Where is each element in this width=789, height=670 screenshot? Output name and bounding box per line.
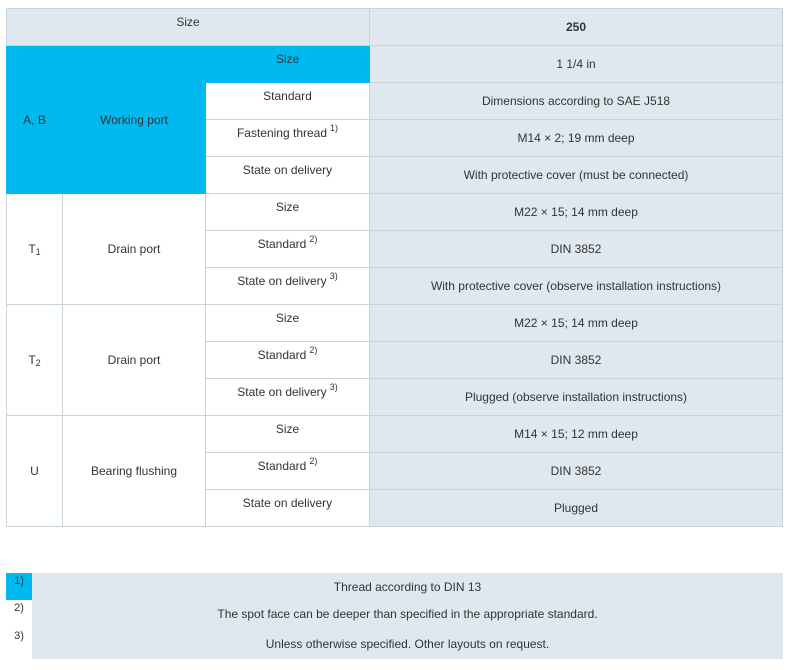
row-label-text: Standard — [257, 348, 307, 362]
row-value: DIN 3852 — [370, 342, 783, 379]
row-label: Size — [206, 46, 370, 83]
row-value: M22 × 15; 14 mm deep — [370, 194, 783, 231]
row-value: Plugged (observe installation instructions) — [370, 379, 783, 416]
port-name-ab: Working port — [63, 46, 206, 194]
port-code-u: U — [6, 416, 63, 527]
row-value: With protective cover (must be connected) — [370, 157, 783, 194]
footnote-text: The spot face can be deeper than specified in the appropriate standard. — [32, 600, 783, 628]
row-value: 1 1/4 in — [370, 46, 783, 83]
row-value: With protective cover (observe installation instructions) — [370, 268, 783, 305]
row-label-with-note — [206, 342, 370, 379]
footnote-ref: 3) — [329, 271, 338, 281]
footnotes-table — [6, 573, 783, 659]
row-label-text: Fastening thread — [236, 126, 328, 140]
row-label: Size — [206, 305, 370, 342]
row-label-text: Standard — [257, 459, 307, 473]
port-code-ab: A, B — [6, 46, 63, 194]
footnote-ref: 2) — [309, 456, 318, 466]
footnote-ref: 3) — [329, 382, 338, 392]
row-label: Size — [206, 194, 370, 231]
row-value: M14 × 2; 19 mm deep — [370, 120, 783, 157]
row-label: Standard — [206, 83, 370, 120]
port-code-sub: 2 — [35, 358, 41, 368]
row-label-with-note — [206, 453, 370, 490]
footnote-mark: 3) — [14, 630, 24, 642]
row-value: DIN 3852 — [370, 453, 783, 490]
row-label-text: State on delivery — [237, 274, 327, 288]
row-value: M22 × 15; 14 mm deep — [370, 305, 783, 342]
port-code-letter: T — [28, 353, 36, 367]
footnote-ref: 2) — [309, 234, 318, 244]
row-value: Dimensions according to SAE J518 — [370, 83, 783, 120]
row-label-with-note — [206, 379, 370, 416]
connections-table — [6, 8, 783, 528]
footnote-ref: 2) — [309, 345, 318, 355]
row-label-text: State on delivery — [237, 385, 327, 399]
row-label-text: Standard — [257, 237, 307, 251]
header-size-value: 250 — [370, 8, 783, 46]
row-label-with-note — [206, 268, 370, 305]
footnote-text: Unless otherwise specified. Other layouts on request. — [32, 628, 783, 659]
footnote-ref: 1) — [330, 123, 339, 133]
footnote-mark: 2) — [14, 602, 24, 614]
row-value: Plugged — [370, 490, 783, 527]
row-value: M14 × 15; 12 mm deep — [370, 416, 783, 453]
port-code-sub: 1 — [35, 247, 41, 257]
port-name-u: Bearing flushing — [63, 416, 206, 527]
row-label: State on delivery — [206, 157, 370, 194]
row-label-with-note — [206, 120, 370, 157]
row-label: Size — [206, 416, 370, 453]
row-label-with-note — [206, 231, 370, 268]
footnote-mark: 1) — [6, 573, 32, 600]
port-name-t2: Drain port — [63, 305, 206, 416]
port-code-t1 — [6, 194, 63, 305]
row-value: DIN 3852 — [370, 231, 783, 268]
port-code-letter: T — [28, 242, 36, 256]
header-size-label: Size — [6, 8, 370, 46]
footnote-text: Thread according to DIN 13 — [32, 573, 783, 600]
port-name-t1: Drain port — [63, 194, 206, 305]
port-code-t2 — [6, 305, 63, 416]
row-label: State on delivery — [206, 490, 370, 527]
